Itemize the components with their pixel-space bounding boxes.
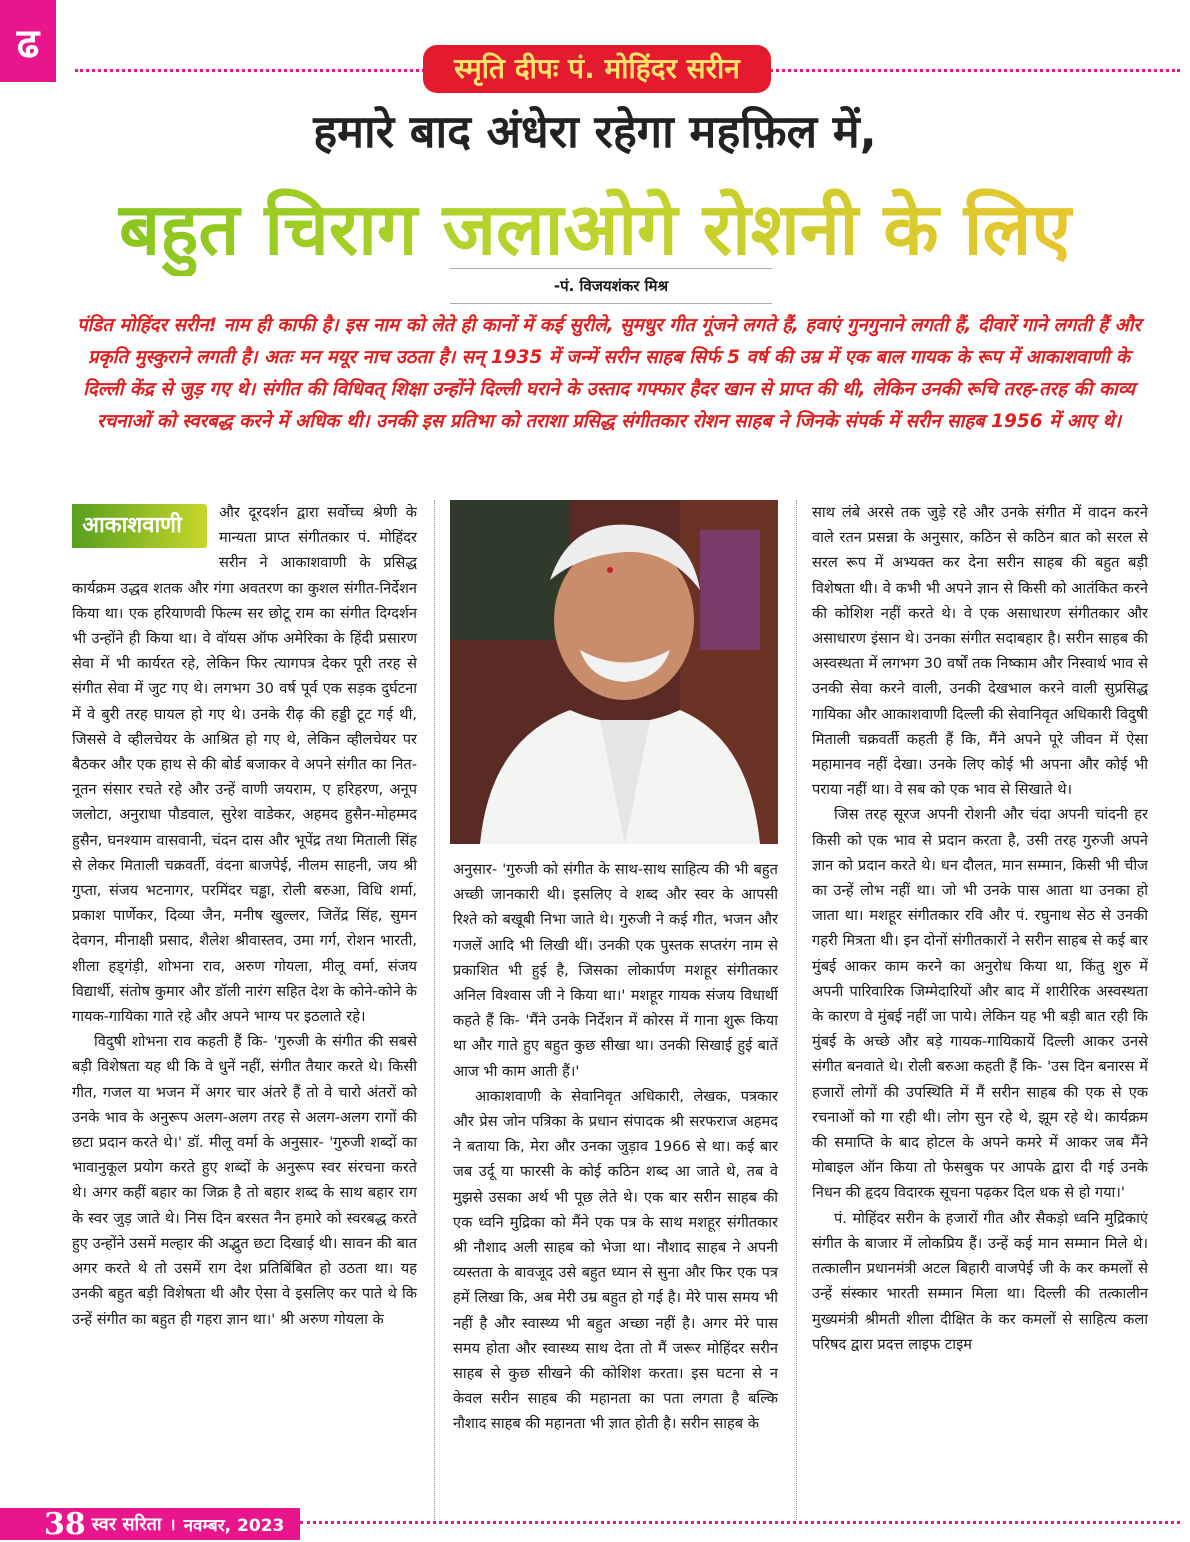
author-byline: -पं. विजयशंकर मिश्र xyxy=(450,268,772,304)
headline-line-2: बहुत चिराग जलाओगे रोशनी के लिए xyxy=(0,178,1190,276)
page-footer xyxy=(0,1508,300,1540)
section-kicker: स्मृति दीपः पं. मोहिंदर सरीन xyxy=(423,45,771,93)
column-3-paragraph-2: जिस तरह सूरज अपनी रोशनी और चंदा अपनी चांदनी हर किसी को एक भाव से प्रदान करता है, उसी तरह गुरुजी अपने ज्ञान को प्रदान करते थे। धन दौलत, मान सम्मान, किसी भी चीज का उन्हें लोभ नहीं था। जो भी उनके पास आता था उनका हो जाता था। मशहूर संगीतकार रवि और पं. रघुनाथ सेठ से उनकी गहरी मित्रता थी। इन दोनों संगीतकारों ने सरीन साहब से कई बार मुंबई आकर काम करने का अनुरोध किया था, किंतु शुरु में अपनी पारिवारिक जिम्मेदारियों और बाद में शारीरिक अस्वस्थता के कारण वे मुंबई नहीं जा पाये। लेकिन यह भी बड़ी बात रही कि मुंबई के अच्छे और बड़े गायक-गायिकायें दिल्ली आकर उनसे संगीत बनवाते थे। रोली बरुआ कहती हैं कि- 'उस दिन बनारस में हजारों लोगों की उपस्थिति में मैं सरीन साहब की एक से एक रचनाओं को गा रही थी। लोग सुन रहे थे, झूम रहे थे। कार्यक्रम की समाप्ति के बाद होटल के अपने कमरे में आकर जब मैंने मोबाइल ऑन किया तो फेसबुक पर आपके द्वारा दी गई उनके निधन की हृदय विदारक सूचना पढ़कर दिल धक से हो गया।' xyxy=(812,806,1148,1202)
column-2-paragraph-1: अनुसार- 'गुरुजी को संगीत के साथ-साथ साहित्य की भी बहुत अच्छी जानकारी थी। इसलिए वे शब्द और स्वर के आपसी रिश्ते को बखूबी निभा जाते थे। गुरुजी ने कई गीत, भजन और गजलें आदि भी लिखी थीं। उनकी एक पुस्तक सप्तरंग नाम से प्रकाशित भी हुई है, जिसका लोकार्पण मशहूर संगीतकार अनिल विश्वास जी ने किया था।' मशहूर गायक संजय विधार्थी कहते हैं कि- 'मैंने उनके निर्देशन में कोरस में गाना शुरू किया था और गाते हुए बहुत कुछ सीखा था। उनकी सिखाई हुई बातें आज भी काम आती हैं।' xyxy=(453,861,778,1080)
page-number: 38 xyxy=(44,1506,86,1542)
column-3-paragraph-3: पं. मोहिंदर सरीन के हजारों गीत और सैकड़ो ध्वनि मुद्रिकाएं संगीत के बाजार में लोकप्रिय हैं। उन्हें कई मान सम्मान मिले थे। तत्कालीन प्रधानमंत्री अटल बिहारी वाजपेई जी के कर कमलों से उन्हें संस्कार भारती सम्मान मिला था। दिल्ली की तत्कालीन मुख्यमंत्री श्रीमती शीला दीक्षित के कर कमलों से साहित्य कला परिषद द्वारा प्रदत्त लाइफ टाइम xyxy=(812,1209,1148,1353)
column-divider xyxy=(796,500,797,1520)
magazine-name: स्वर सरिता xyxy=(91,1514,162,1535)
issue-date: नवम्बर, 2023 xyxy=(183,1515,285,1536)
column-2-paragraph-2: आकाशवाणी के सेवानिवृत अधिकारी, लेखक, पत्रकार और प्रेस जोन पत्रिका के प्रधान संपादक श्री सरफराज अहमद ने बताया कि, मेरा और उनका जुड़ाव 1966 से था। कई बार जब उर्दू या फारसी के कोई कठिन शब्द आ जाते थे, तब वे मुझसे उसका अर्थ भी पूछ लेते थे। एक बार सरीन साहब की एक ध्वनि मुद्रिका को मैंने एक पत्र के साथ मशहूर संगीतकार श्री नौशाद अली साहब को भेजा था। नौशाद साहब ने अपनी व्यस्तता के बावजूद उसे बहुत ध्यान से सुना और फिर एक पत्र हमें लिखा कि, अब मेरी उम्र बहुत हो गई है। मेरे पास समय भी नहीं है और स्वास्थ्य भी बहुत अच्छा नहीं है। अगर मेरे पास समय होता और स्वास्थ्य साथ देता तो मैं जरूर मोहिंदर सरीन साहब से कुछ सीखने की कोशिश करता। इस घटना से न केवल सरीन साहब की महानता का पता लगता है बल्कि नौशाद साहब की महानता भी ज्ञात होती है। सरीन साहब के xyxy=(453,1087,778,1433)
column-1-paragraph-1: और दूरदर्शन द्वारा सर्वोच्च श्रेणी के मान्यता प्राप्त संगीतकार पं. मोहिंदर सरीन ने आकाशवाणी के प्रसिद्ध कार्यक्रम उद्धव शतक और गंगा अवतरण का कुशल संगीत-निर्देशन किया था। एक हरियाणवी फिल्म सर छोटू राम का संगीत दिग्दर्शन भी उन्होंने ही किया था। वे वॉयस ऑफ अमेरिका के हिंदी प्रसारण सेवा में भी कार्यरत रहे, लेकिन फिर त्यागपत्र देकर पूरी तरह से संगीत सेवा में जुट गए थे। लगभग 30 वर्ष पूर्व एक सड़क दुर्घटना में वे बुरी तरह घायल हो गए थे। उनके रीढ़ की हड्डी टूट गई थी, जिससे वे व्हीलचेयर के आश्रित हो गए थे, लेकिन व्हीलचेयर पर बैठकर और एक हाथ से की बोर्ड बजाकर वे अपने संगीत का नित-नूतन संसार रचते रहे और उन्हें वाणी जयराम, ए हरिहरण, अनूप जलोटा, अनुराधा पौडवाल, सुरेश वाडेकर, अहमद हुसैन-मोहम्मद हुसैन, घनश्याम वासवानी, चंदन दास और भूपेंद्र तथा मिताली सिंह से लेकर मिताली चक्रवर्ती, वंदना बाजपेई, नीलम साहनी, जय श्री गुप्ता, संजय भटनागर, परमिंदर चड्ढा, रोली बरुआ, विधि शर्मा, प्रकाश पार्णेकर, दिव्या जैन, मनीष खुल्लर, जितेंद्र सिंह, सुमन देवगन, मीनाक्षी प्रसाद, शैलेश श्रीवास्तव, उमा गर्ग, रोशन भारती, शीला हड्गंड़ी, शोभना राव, अरुण गोयला, मीलू वर्मा, संजय विद्यार्थी, संतोष कुमार और डॉली नारंग सहित देश के कोने-कोने के गायक-गायिका गाते रहे और अपने भाग्य पर इठलाते रहे। xyxy=(72,504,417,1026)
footer-separator: । xyxy=(169,1515,176,1534)
bottom-dotted-rule xyxy=(300,1521,1180,1524)
section-badge-akashvani: आकाशवाणी xyxy=(72,504,207,548)
column-1-paragraph-2: विदुषी शोभना राव कहती हैं कि- 'गुरुजी के संगीत की सबसे बड़ी विशेषता यह थी कि वे धुनें नहीं, संगीत तैयार करते थे। किसी गीत, गजल या भजन में अगर चार अंतरे हैं तो वे चारो अंतरों को उनके भाव के अनुरूप अलग-अलग तरह से अलग-अलग रागों की छटा प्रदान करते थे।' डॉ. मीलू वर्मा के अनुसार- 'गुरुजी शब्दों का भावानुकूल प्रयोग करते हुए शब्दों के अनुरूप स्वर संरचना करते थे। अगर कहीं बहार का जिक्र है तो बहार शब्द के साथ बहार राग के स्वर जुड़ जाते थे। निस दिन बरसत नैन हमारे को स्वरबद्ध करते हुए उन्होंने उसमें मल्हार की अद्भुत छटा दिखाई थी। सावन की बात अगर करते थे तो उसमें राग देश प्रतिबिंबित हो उठता था। यह उनकी बहुत बड़ी विशेषता थी और ऐसा वे इसलिए कर पाते थे कि उन्हें संगीत का बहुत ही गहरा ज्ञान था।' श्री अरुण गोयला के xyxy=(72,1033,417,1328)
magazine-logo-icon: ढ xyxy=(0,0,56,82)
column-divider xyxy=(434,500,435,1520)
article-column-1 xyxy=(72,500,417,1512)
article-column-3 xyxy=(812,500,1148,1512)
portrait-photo xyxy=(450,500,778,844)
article-column-2 xyxy=(453,857,778,1512)
headline-line-1: हमारे बाद अंधेरा रहेगा महफ़िल में, xyxy=(313,105,877,158)
column-3-paragraph-1: साथ लंबे अरसे तक जुड़े रहे और उनके संगीत में वादन करने वाले रतन प्रसन्ना के अनुसार, कठिन से कठिन बात को सरल से सरल रूप में अभ्यक्त कर देना सरीन साहब की बहुत बड़ी विशेषता थी। वे कभी भी अपने ज्ञान से किसी को आतंकित करने की कोशिश नहीं करते थे। वे एक असाधारण संगीतकार और असाधारण इंसान थे। उनका संगीत सदाबहार है। सरीन साहब की अस्वस्थता में लगभग 30 वर्षों तक निष्काम और निस्वार्थ भाव से उनकी सेवा करने वाली, उनकी देखभाल करने वाली सुप्रसिद्ध गायिका और आकाशवाणी दिल्ली की सेवानिवृत अधिकारी विदुषी मिताली चक्रवर्ती कहती हैं कि, मैंने अपने पूरे जीवन में ऐसा महामानव नहीं देखा। उनके लिए कोई भी अपना और कोई भी पराया नहीं था। वे सब को एक भाव से सिखाते थे। xyxy=(812,504,1148,799)
intro-paragraph: पंडित मोहिंदर सरीन! नाम ही काफी है। इस नाम को लेते ही कानों में कई सुरीले, सुमधुर गीत गूंजने लगते हैं, हवाएं गुनगुनाने लगती हैं, दीवारें गाने लगती हैं और प्रकृति मुस्कुराने लगती है। अतः मन मयूर नाच उठता है। सन् 1935 में जन्में सरीन साहब सिर्फ 5 वर्ष की उम्र में एक बाल गायक के रूप में आकाशवाणी के दिल्ली केंद्र से जुड़ गए थे। संगीत की विधिवत् शिक्षा उन्होंने दिल्ली घराने के उस्ताद गफ्फार हैदर खान से प्राप्त की थी, लेकिन उनकी रूचि तरह-तरह की काव्य रचनाओं को स्वरबद्ध करने में अधिक थी। उनकी इस प्रतिभा को तराशा प्रसिद्ध संगीतकार रोशन साहब ने जिनके संपर्क में सरीन साहब 1956 में आए थे। xyxy=(77,315,1141,432)
